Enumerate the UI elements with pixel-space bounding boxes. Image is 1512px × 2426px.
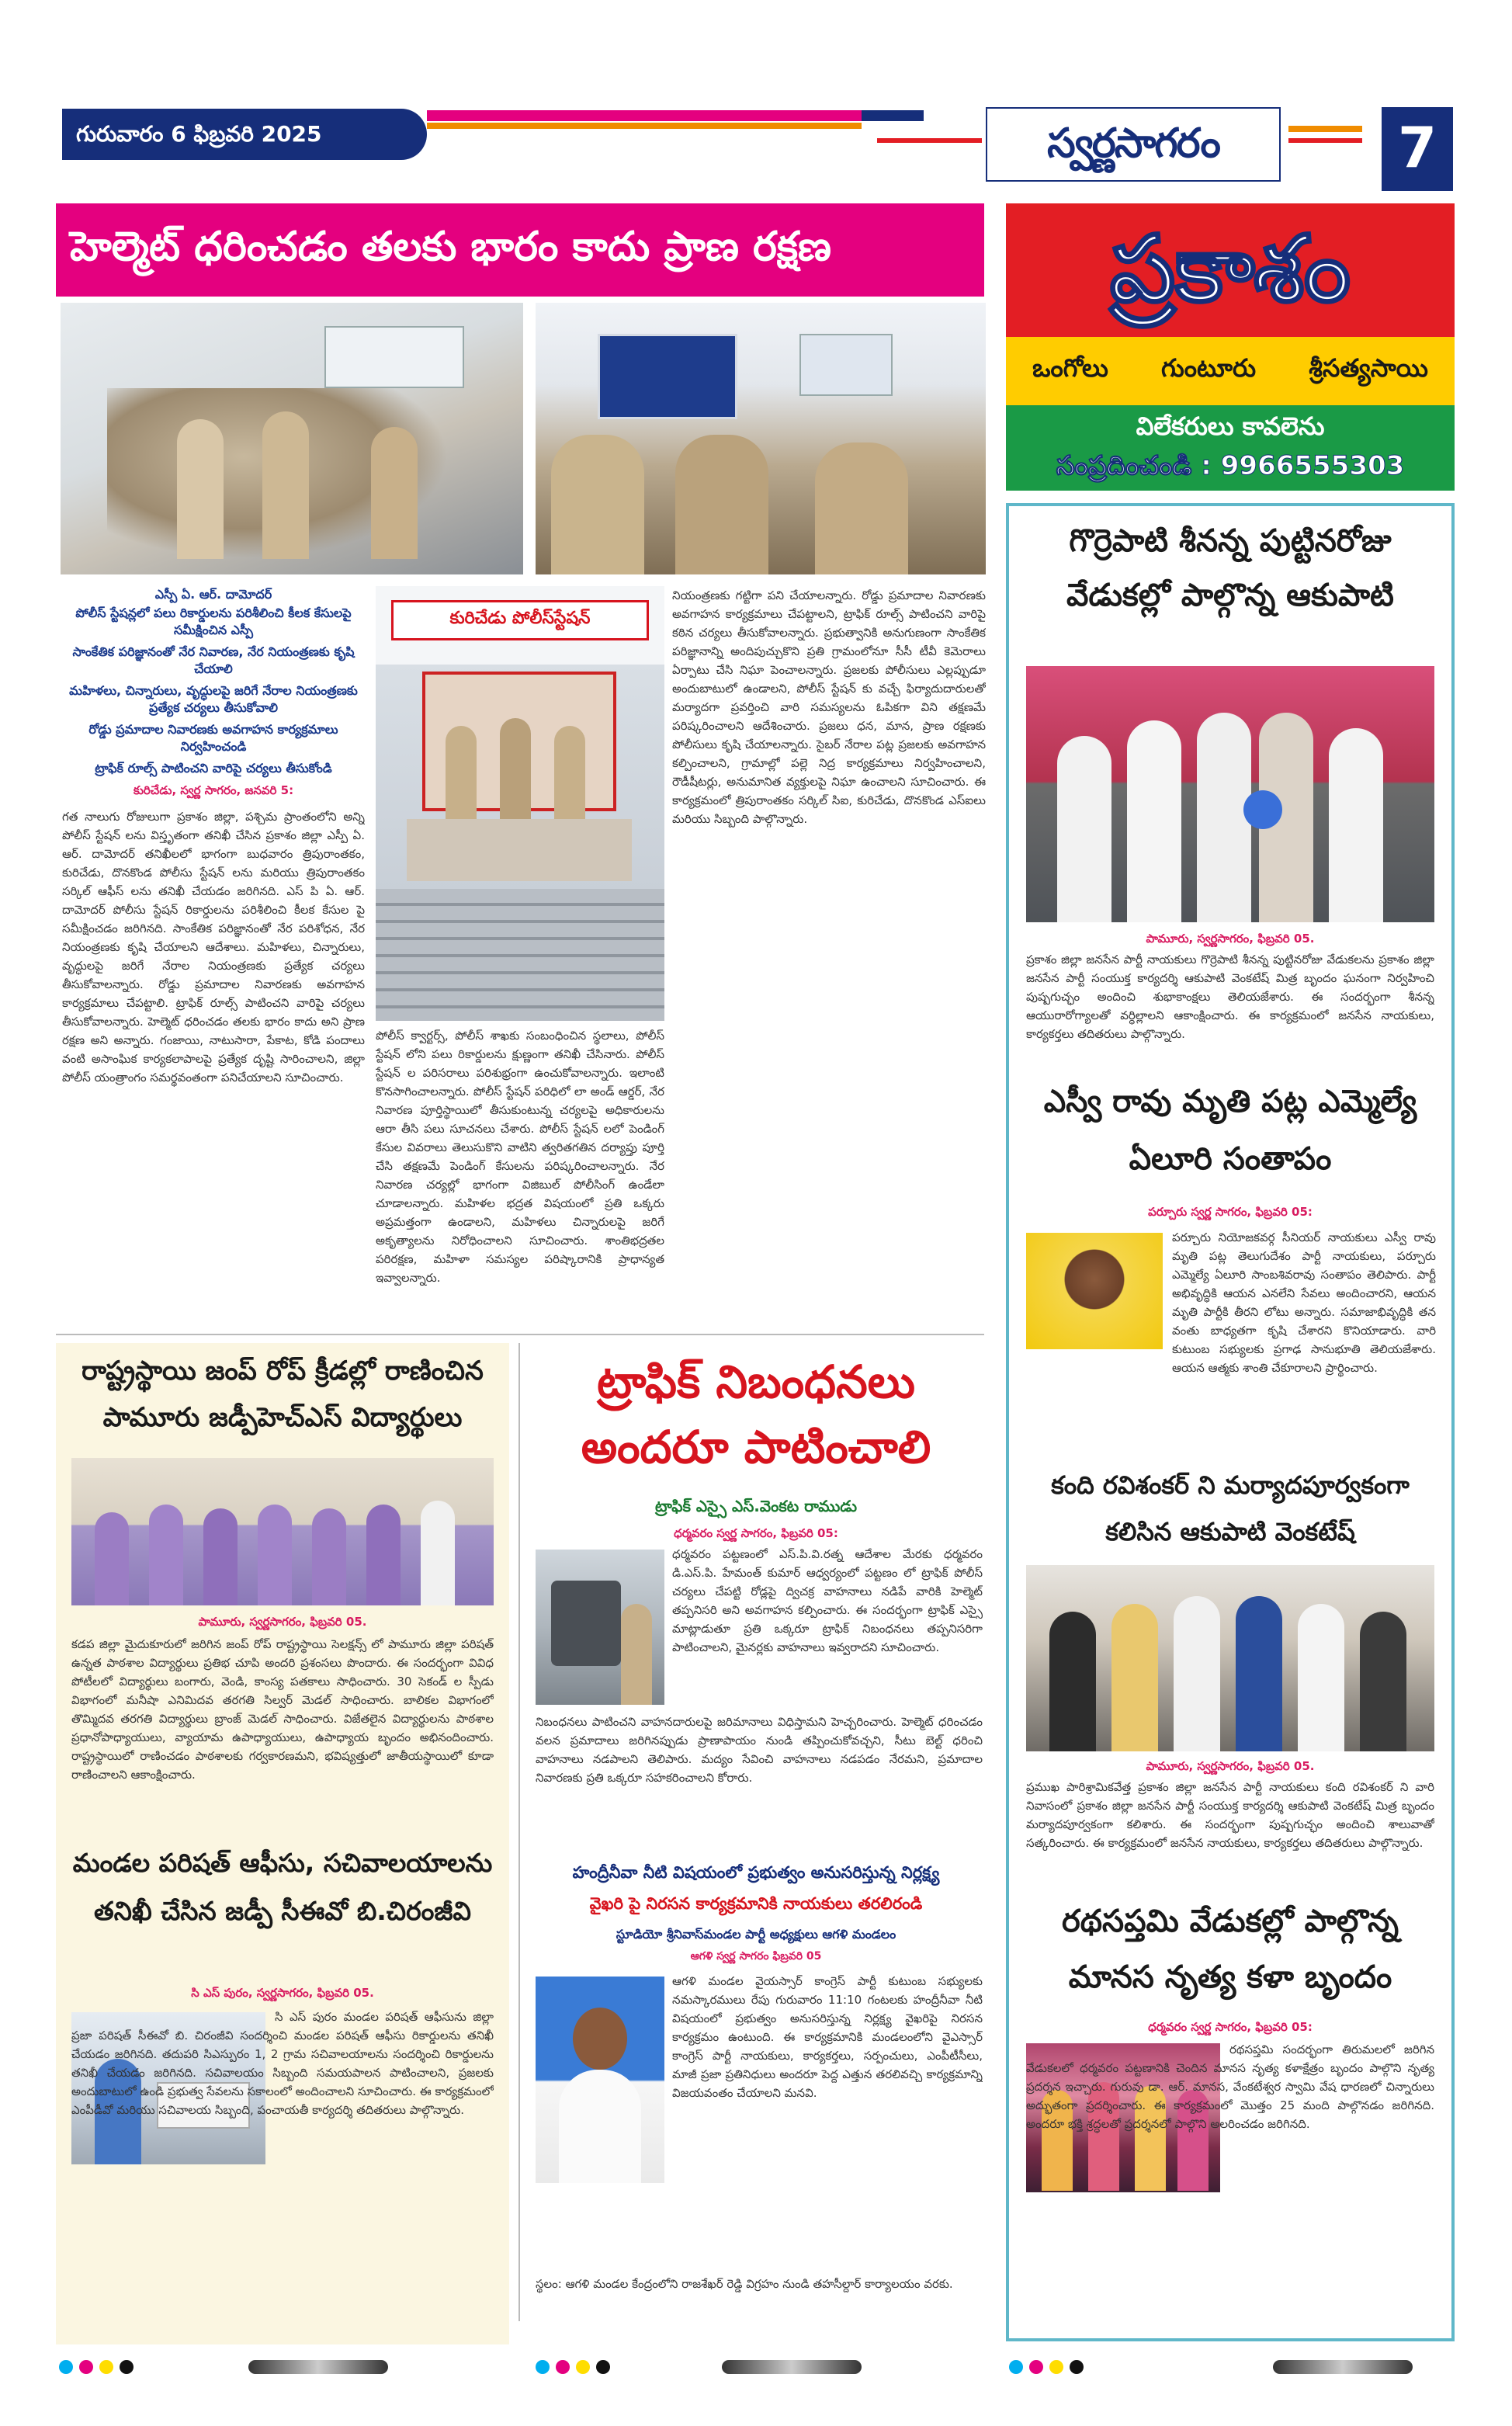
handri-photo (536, 1977, 664, 2183)
traffic-dateline: ధర్మవరం స్వర్ణ సాగరం, ఫిబ్రవరి 05: (674, 1526, 838, 1540)
prakasam-ad-city-2: గుంటూరు (1161, 353, 1257, 383)
right-column-box (1006, 503, 1455, 2341)
mandal-headline-1: మండల పరిషత్ ఆఫీసు, సచివాలయాలను (72, 1848, 493, 1878)
mla-headline-1: ఎస్వీ రావు మృతి పట్ల ఎమ్మెల్యే (1043, 1084, 1417, 1119)
helmet-subhead-3: సాంకేతిక పరిజ్ఞానంతో నేర నివారణ, నేర నియంత్రణకు కృషి చేయాలి (72, 644, 355, 676)
page-number-box (1382, 107, 1453, 191)
traffic-headline-2: అందరూ పాటించాలి (581, 1421, 931, 1473)
traffic-byline: ట్రాఫిక్ ఎస్సై ఎస్.వెంకట రాముడు (654, 1497, 858, 1515)
traffic-photo (536, 1550, 664, 1705)
kandi-headline-1: కంది రవిశంకర్ ని మర్యాదపూర్వకంగా (1051, 1470, 1410, 1500)
ratha-headline-1: రథసప్తమి వేడుకల్లో పాల్గొన్న (1062, 1904, 1399, 1939)
helmet-headline: హెల్మెట్ ధరించడం తలకు భారం కాదు ప్రాణ రక్షణ (70, 224, 831, 270)
mandal-body: సి ఎస్ పురం మండల పరిషత్ ఆఫీసును జిల్లా ప్రజా పరిషత్ సీఈవో బి. చిరంజీవి సందర్శించి మండల పరిషత్ ఆఫీసు రికార్డులను తనిఖీ చేయడం జరిగినది. తదుపరి సిఎస్పురం 1, 2 గ్రామ సచివాలయాలను సందర్శించి రికార్డులను తనిఖీ చేయడం జరిగినది. సచివాలయం సిబ్బంది సమయపాలన పాటించాలని, ప్రజలకు అందుబాటులో ఉండి ప్రభుత్వ సేవలను సకాలంలో అందించాలని సూచించారు. ఈ కార్యక్రమంలో ఎంపీడీవో మరియు సచివాలయ సిబ్బంది, పంచాయతీ కార్యదర్శి తదితరులు పాల్గొన్నారు. (71, 2010, 494, 2117)
kandi-headline-2: కలిసిన ఆకుపాటి వెంకటేష్ (1105, 1517, 1355, 1546)
page-header (62, 107, 1451, 191)
prakasam-ad-cities-band (1006, 337, 1455, 405)
handri-venue: స్థలం: ఆగళి మండల కేంద్రంలోని రాజశేఖర్ రెడ్డి విగ్రహం నుండి తహసీల్దార్ కార్యాలయం వరకు. (536, 2277, 953, 2291)
helmet-dateline: కురిచేడు, స్వర్ణ సాగరం, జనవరి 5: (133, 783, 294, 797)
prakasam-ad-contact: సంప్రదించండి : 9966555303 (1056, 450, 1405, 481)
header-date: గురువారం 6 ఫిబ్రవరి 2025 (76, 121, 322, 147)
helmet-subhead-6: ట్రాఫిక్ రూల్స్ పాటించని వారిపై చర్యలు తీసుకోండి (95, 761, 332, 776)
masthead-logo-text: స్వర్ణసాగరం (1047, 120, 1219, 167)
traffic-body-top: ధర్మవరం పట్టణంలో ఎస్.పి.వి.రత్న ఆదేశాల మేరకు ధర్మవరం డి.ఎస్.పి. హేమంత్ కుమార్ ఆధ్వర్యంలో పట్టణం లో ట్రాఫిక్ పోలీస్ చర్యలు చేపట్టి రోడ్లపై ద్విచక్ర వాహనాలు నడిపే వారికి హెల్మెట్ తప్పనిసరి అని అవగాహన కల్పించారు. ఈ సందర్భంగా ట్రాఫిక్ ఎస్సై మాట్లాడుతూ ప్రతి ఒక్కరూ ట్రాఫిక్ నిబంధనలు తప్పనిసరిగా పాటించాలని, మైనర్లకు వాహనాలు ఇవ్వరాదని సూచించారు. (672, 1547, 983, 1654)
helmet-body-mid: పోలీస్ క్వార్టర్స్, పోలీస్ శాఖకు సంబంధించిన స్థలాలు, పోలీస్ స్టేషన్ లోని పలు రికార్డులను క్షుణ్ణంగా తనిఖీ చేసినారు. పోలీస్ స్టేషన్ ల పరిసరాలు పరిశుభ్రంగా ఉంచుకోవాలన్నారు. ఇలాంటి కొనసాగించాలన్నారు. పోలీస్ స్టేషన్ పరిధిలో లా అండ్ ఆర్డర్, నేర నివారణ పూర్తిస్థాయిలో తీసుకుంటున్న చర్యలపై అధికారులను ఆరా తీసి పలు సూచనలు చేశారు. పోలీస్ స్టేషన్ లలో పెండింగ్ కేసుల వివరాలు తెలుసుకొని వాటిని త్వరితగతిన దర్యాప్తు పూర్తి చేసి తక్షణమే పెండింగ్ కేసులను పరిష్కరించాలన్నారు. నేర నివారణ చర్యల్లో భాగంగా విజిబుల్ పోలీసింగ్ ఉండేలా చూడాలన్నారు. మహిళల భద్రత విషయంలో ప్రతి ఒక్కరు అప్రమత్తంగా ఉండాలని, మహిళలు చిన్నారులపై జరిగే అకృత్యాలను నిరోధించాలని సూచించారు. శాంతిభద్రతల పరిరక్షణ, మహిళా సమస్యల పరిష్కారానికి ప్రాధాన్యత ఇవ్వాలన్నారు. (376, 1029, 664, 1285)
rope-headline-2: పామూరు జడ్పీహెచ్ఎస్ విద్యార్థులు (102, 1402, 463, 1433)
footer-marks-right (1009, 2360, 1118, 2376)
helmet-subhead-5: రోడ్డు ప్రమాదాల నివారణకు అవగాహన కార్యక్రమాలు నిర్వహించండి (88, 722, 338, 754)
prakasam-ad-title: ప్రకాశం (1110, 215, 1351, 322)
rope-photo (71, 1458, 494, 1605)
helmet-subhead-2: పోలీస్ స్టేషన్లలో పలు రికార్డులను పరిశీలించి కీలక కేసులపై సమీక్షించిన ఎస్పీ (75, 606, 352, 637)
handri-headline-1: హంద్రీనీవా నీటి విషయంలో ప్రభుత్వం అనుసరిస్తున్న నిర్లక్ష్య (572, 1863, 940, 1882)
handri-headline-2: వైఖరి పై నిరసన కార్యక్రమానికి నాయకులు తరలిరండి (589, 1894, 923, 1913)
helmet-photo-left (61, 303, 523, 574)
helmet-subhead-4: మహిళలు, చిన్నారులు, వృద్ధులపై జరిగే నేరాల నియంత్రణకు ప్రత్యేక చర్యలు తీసుకోవాలి (69, 683, 358, 715)
helmet-photo-right (536, 303, 986, 574)
rope-headline-1: రాష్ట్రస్థాయి జంప్ రోప్ క్రీడల్లో రాణించిన (81, 1355, 484, 1387)
prakasam-ad-city-1: ఒంగోలు (1032, 353, 1108, 383)
footer-bar-left (248, 2360, 388, 2374)
prakasam-ad-contact-band (1006, 405, 1455, 491)
handri-body: ఆగళి మండల వైయస్సార్ కాంగ్రెస్ పార్టీ కుటుంబ సభ్యులకు నమస్కారములు రేపు గురువారం 11:10 గంటలకు హంద్రీనీవా నీటి విషయంలో ప్రభుత్వం అనుసరిస్తున్న నిర్లక్ష్య వైఖరిపై నిరసన కార్యక్రమం ఉంటుంది. ఈ కార్యక్రమానికి మండలంలోని వైఎస్సార్ కాంగ్రెస్ పార్టీ నాయకులు, కార్యకర్తలు, సర్పంచులు, ఎంపీటీసీలు, మాజీ ప్రజా ప్రతినిధులు అందరూ పెద్ద ఎత్తున తరలివచ్చి కార్యక్రమాన్ని విజయవంతం చేయాలని మనవి. (672, 1974, 983, 2100)
ratha-body: రథసప్తమి సందర్భంగా తిరుమలలో జరిగిన వేడుకలలో ధర్మవరం పట్టణానికి చెందిన మానస నృత్య కళాక్షేత్రం బృందం పాల్గొని నృత్య ప్రదర్శన ఇచ్చారు. గురువు డా. ఆర్. మానస, వేంకటేశ్వర స్వామి వేష ధారణలో చిన్నారులు అద్భుతంగా ప్రదర్శించారు. ఈ కార్యక్రమంలో మొత్తం 25 మంది పాల్గొనడం జరిగినది. అందరూ భక్తి శ్రద్ధలతో ప్రదర్శనలో పాల్గొని అలరించడం జరిగినది. (1026, 2042, 1434, 2131)
mla-headline-2: ఏలూరి సంతాపం (1129, 1141, 1332, 1177)
date-bar (62, 109, 427, 160)
handri-dateline: ఆగళి స్వర్ణ సాగరం ఫిబ్రవరి 05 (690, 1950, 822, 1963)
kandi-body: ప్రముఖ పారిశ్రామికవేత్త ప్రకాశం జిల్లా జనసేన పార్టీ నాయకులు కంది రవిశంకర్ ని వారి నివాసంలో ప్రకాశం జిల్లా జనసేన పార్టీ సంయుక్త కార్యదర్శి ఆకుపాటి వెంకటేష్ మిత్ర బృందం మర్యాదపూర్వకంగా కలిశారు. ఈ సందర్భంగా పుష్పగుచ్ఛం అందించి శాలువాతో సత్కరించారు. ఈ కార్యక్రమంలో జనసేన నాయకులు, కార్యకర్తలు తదితరులు పాల్గొన్నారు. (1026, 1780, 1434, 1850)
header-rule-red-right (1288, 138, 1362, 143)
section-divider (56, 1334, 984, 1335)
footer-bar-right (1273, 2360, 1413, 2374)
birthday-photo (1026, 666, 1434, 922)
helmet-photo-station (376, 586, 664, 1021)
ratha-dateline: ధర్మవరం స్వర్ణ సాగరం, ఫిబ్రవరి 05: (1148, 2020, 1313, 2034)
kandi-dateline: పామూరు, స్వర్ణసాగరం, ఫిబ్రవరి 05. (1146, 1759, 1315, 1773)
birthday-body: ప్రకాశం జిల్లా జనసేన పార్టీ నాయకులు గొర్రెపాటి శీనన్న పుట్టినరోజు వేడుకలను ప్రకాశం జిల్లా జనసేన పార్టీ సంయుక్త కార్యదర్శి ఆకుపాటి వెంకటేష్ మిత్ర బృందం ఘనంగా నిర్వహించి పుష్పగుచ్ఛం అందించి శుభాకాంక్షలు తెలియజేశారు. ఈ సందర్భంగా శీనన్న ఆయురారోగ్యాలతో వర్ధిల్లాలని ఆకాంక్షించారు. ఈ కార్యక్రమంలో జనసేన నాయకులు, కార్యకర్తలు తదితరులు పాల్గొన్నారు. (1026, 953, 1434, 1041)
handri-byline: స్టూడియో శ్రీనివాస్‌మండల పార్టీ అధ్యక్షులు ఆగళి మండలం (616, 1927, 896, 1942)
rope-article (56, 1343, 509, 1972)
helmet-body-right: నియంత్రణకు గట్టిగా పని చేయాలన్నారు. రోడ్డు ప్రమాదాల నివారణకు అవగాహన కార్యక్రమాలు చేపట్టాలని, ట్రాఫిక్ రూల్స్ పాటించని వారిపై కఠిన చర్యలు తీసుకోవాలన్నారు. ప్రభుత్వానికి అనుగుణంగా సాంకేతిక పరిజ్ఞానాన్ని అందిపుచ్చుకొని ప్రతి గ్రామంలోనూ సీసీ టీవీ కెమెరాలు ఏర్పాటు చేసి నిఘా పెంచాలన్నారు. ప్రజలకు పోలీసులు ఎల్లప్పుడూ అందుబాటులో ఉండాలని, పోలీస్ స్టేషన్ కు వచ్చే ఫిర్యాదుదారులతో మర్యాదగా ప్రవర్తించి వారి సమస్యలను ఓపికగా విని తక్షణమే పరిష్కరించాలని ఆదేశించారు. ప్రజలు ధన, మాన, ప్రాణ రక్షణకు పోలీసులు కృషి చేయాలన్నారు. సైబర్ నేరాల పట్ల ప్రజలకు అవగాహన కల్పించాలని, గ్రామాల్లో పల్లె నిద్ర కార్యక్రమాలు నిర్వహించాలని, రౌడీషీటర్లు, అనుమానిత వ్యక్తులపై నిఘా ఉంచాలని సూచించారు. ఈ కార్యక్రమంలో త్రిపురాంతకం సర్కిల్ సిఐ, కురిచేడు, దొనకొండ ఎస్ఐలు మరియు సిబ్బంది పాల్గొన్నారు. (672, 588, 986, 826)
helmet-body-left: గత నాలుగు రోజులుగా ప్రకాశం జిల్లా, పశ్చిమ ప్రాంతంలోని అన్ని పోలీస్ స్టేషన్ లను విస్తృతంగా తనిఖీ చేసిన ప్రకాశం జిల్లా ఎస్పీ ఏ. ఆర్. దామోదర్ తనిఖీలలో భాగంగా బుధవారం త్రిపురాంతకం, కురిచేడు, దొనకొండ పోలీసు స్టేషన్ లను మరియు త్రిపురాంతకం సర్కిల్ ఆఫీస్ లను తనిఖీ చేయడం జరిగినది. ఎస్ పి ఏ. ఆర్. దామోదర్ పోలీసు స్టేషన్ రికార్డులను పరిశీలించి కీలక కేసుల పై సమీక్షించడం జరిగినది. సాంకేతిక పరిజ్ఞానంతో నేర పరిశోధన, నేర నియంత్రణకు కృషి చేయాలని ఆదేశాలు. మహిళలు, చిన్నారులు, వృద్ధులపై జరిగే నేరాల నియంత్రణకు ప్రత్యేక చర్యలు తీసుకోవాలన్నారు. రోడ్డు ప్రమాదాల నివారణకు అవగాహన కార్యక్రమాలు చేపట్టాలి. ట్రాఫిక్ రూల్స్ పాటించని వారిపై చర్యలు తీసుకోవాలన్నారు. హెల్మెట్ ధరించడం తలకు భారం కాదు అని ప్రాణ రక్షణ అని అన్నారు. గంజాయి, నాటుసారా, పేకాట, కోడి పందాలు వంటి అసాంఘిక కార్యకలాపాలపై ప్రత్యేక దృష్టి సారించాలని, జిల్లా పోలీస్ యంత్రాంగం సమర్థవంతంగా పనిచేయాలని సూచించారు. (62, 810, 365, 1085)
birthday-headline-2: వేడుకల్లో పాల్గొన్న ఆకుపాటి (1066, 578, 1394, 613)
kandi-photo (1026, 1565, 1434, 1751)
station-sign-text: కురిచేడు పోలీస్‌స్టేషన్ (449, 609, 591, 628)
mla-body: పర్చూరు నియోజకవర్గ సీనియర్ నాయకులు ఎస్వీ రావు మృతి పట్ల తెలుగుదేశం పార్టీ నాయకులు, పర్చూరు ఎమ్మెల్యే ఏలూరి సాంబశివరావు సంతాపం తెలిపారు. పార్టీ అభివృద్ధికి ఆయన ఎనలేని సేవలు అందించారని, ఆయన మృతి పార్టీకి తీరని లోటు అన్నారు. సమాజాభివృద్ధికి తన వంతు బాధ్యతగా కృషి చేశారని కొనియాడారు. వారి కుటుంబ సభ్యులకు ప్రగాఢ సానుభూతి తెలియజేశారు. ఆయన ఆత్మకు శాంతి చేకూరాలని ప్రార్థించారు. (1172, 1230, 1436, 1375)
helmet-subheads (62, 586, 365, 799)
masthead-logo (986, 107, 1281, 182)
birthday-headline-1: గొర్రెపాటి శీనన్న పుట్టినరోజు (1069, 523, 1392, 559)
birthday-dateline: పామూరు, స్వర్ణసాగరం, ఫిబ్రవరి 05. (1146, 932, 1315, 946)
header-rule-orange (427, 123, 862, 129)
helmet-headline-bar (56, 203, 984, 297)
header-rule-navy (862, 110, 924, 121)
header-rule-magenta (427, 110, 862, 121)
footer-marks-mid (536, 2360, 644, 2376)
mla-dateline: పర్చూరు స్వర్ణ సాగరం, ఫిబ్రవరి 05: (1148, 1205, 1313, 1219)
ratha-headline-2: మానస నృత్య కళా బృందం (1068, 1959, 1392, 1995)
mla-photo (1026, 1233, 1163, 1349)
footer-marks-left (59, 2360, 168, 2376)
mandal-article (56, 1972, 509, 2344)
traffic-headline-1: ట్రాఫిక్ నిబంధనలు (597, 1355, 915, 1408)
header-rule-orange-right (1288, 126, 1362, 132)
traffic-body-bottom: నిబంధనలు పాటించని వాహనదారులపై జరిమానాలు విధిస్తామని హెచ్చరించారు. హెల్మెట్ ధరించడం వలన ప్రమాదాలు జరిగినప్పుడు ప్రాణాపాయం నుండి తప్పించుకోవచ్చని, సీటు బెల్ట్ ధరించి వాహనాలు నడపాలని తెలిపారు. మద్యం సేవించి వాహనాలు నడపడం నేరమని, ప్రమాదాల నివారణకు ప్రతి ఒక్కరూ సహకరించాలని కోరారు. (536, 1715, 983, 1785)
prakasam-ad-wanted: విలేకరులు కావలెను (1136, 411, 1325, 441)
mandal-dateline: సి ఎస్ పురం, స్వర్ణసాగరం, ఫిబ్రవరి 05. (191, 1986, 374, 2000)
helmet-subhead-1: ఎస్పీ ఏ. ఆర్. దామోదర్ (154, 587, 272, 602)
footer-bar-mid (722, 2360, 862, 2374)
rope-dateline: పామూరు, స్వర్ణసాగరం, ఫిబ్రవరి 05. (198, 1615, 367, 1629)
header-rule-red (877, 138, 982, 143)
prakasam-ad (1006, 203, 1455, 491)
page-number: 7 (1397, 115, 1437, 180)
mandal-headline-2: తనిఖీ చేసిన జడ్పీ సీఈవో బి.చిరంజీవి (94, 1896, 471, 1926)
prakasam-ad-city-3: శ్రీసత్యసాయి (1309, 353, 1428, 383)
rope-body: కడప జిల్లా మైదుకూరులో జరిగిన జంప్ రోప్ రాష్ట్రస్థాయి సెలక్షన్స్ లో పామూరు జిల్లా పరిషత్ ఉన్నత పాఠశాల విద్యార్థులు ప్రతిభ చూపి అందరి ప్రశంసలు పొందారు. ఈ సందర్భంగా వివిధ పోటీలలో విద్యార్థులు బంగారు, వెండి, కాంస్య పతకాలు సాధించారు. 30 సెకండ్ ల స్పీడు విభాగంలో మనీషా ఎనిమిదవ తరగతి సిల్వర్ మెడల్ సాధించారు. బాలికల విభాగంలో తొమ్మిదవ తరగతి విద్యార్థులు బ్రాంజ్ మెడల్ సాధించారు. విజేతలైన విద్యార్థులను పాఠశాల ప్రధానోపాధ్యాయులు, వ్యాయామ ఉపాధ్యాయులు, ఉపాధ్యాయ బృందం అభినందించారు. రాష్ట్రస్థాయిలో రాణించడం పాఠశాలకు గర్వకారణమని, భవిష్యత్తులో జాతీయస్థాయిలో కూడా రాణించాలని ఆకాంక్షించారు. (71, 1637, 494, 1782)
prakasam-ad-title-band (1006, 203, 1455, 337)
column-divider (518, 1343, 520, 2321)
